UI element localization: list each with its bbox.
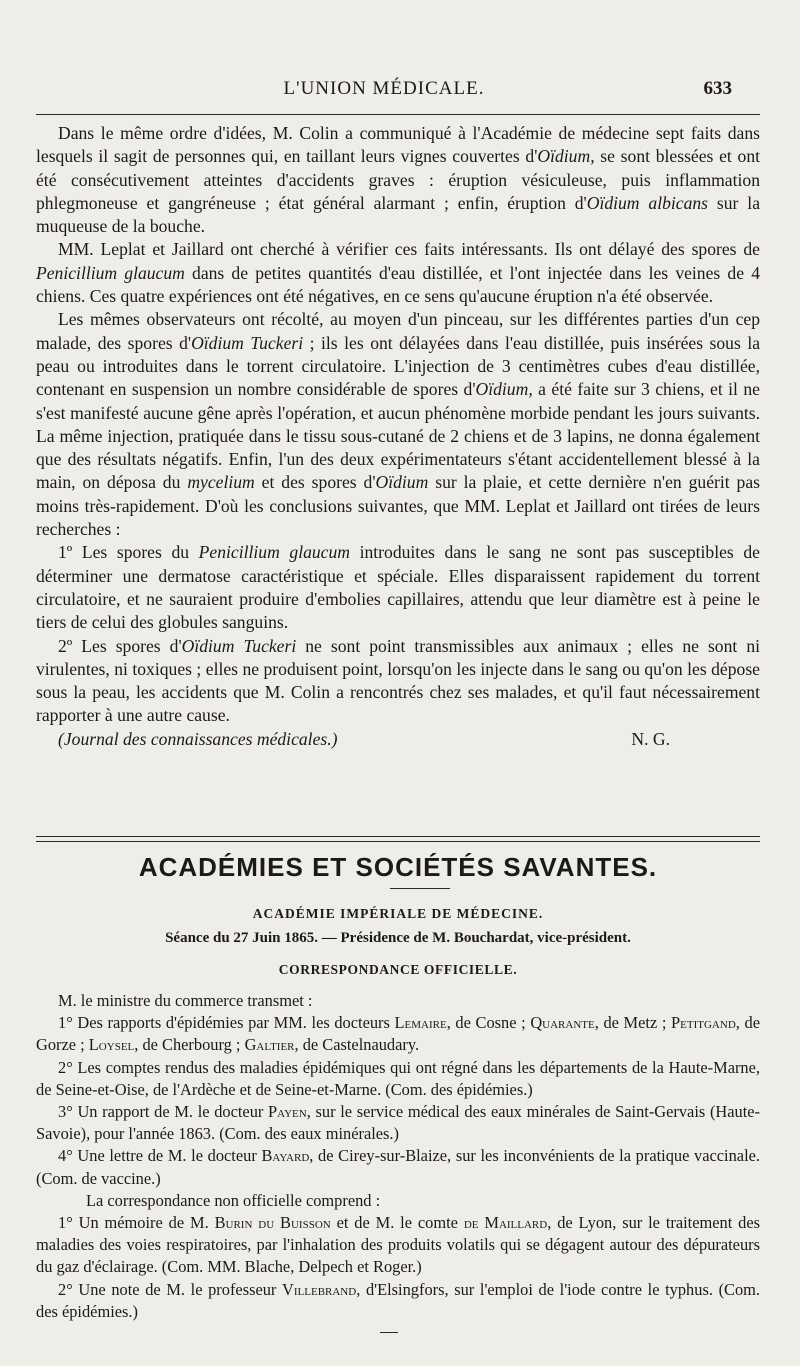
correspondence-intro: M. le ministre du commerce transmet : <box>58 991 313 1010</box>
nonofficial-item-1: 1° Un mémoire de M. Burin du Buisson et de M. le comte de Maillard, de Lyon, sur le traitement des maladies des voies respiratoires, par l'inhalation des produits volatils qui se dégagent autour des dépurateurs du gaz d'éclairage. (Com. MM. Blache, Delpech et Roger.) <box>36 1213 760 1277</box>
section-title: ACADÉMIES ET SOCIÉTÉS SAVANTES. <box>138 852 658 882</box>
correspondence-item-1: 1° Des rapports d'épidémies par MM. les docteurs Lemaire, de Cosne ; Quarante, de Metz ; Petitgand, de Gorze ; Loysel, de Cherbourg ; Galtier, de Castelnaudary. <box>36 1013 760 1055</box>
running-title: L'UNION MÉDICALE. <box>283 78 485 99</box>
conclusion-1: 1º Les spores du Penicillium glaucum introduites dans le sang ne sont pas susceptibles de déterminer une dermatose caractéristique et spéciale. Elles disparaissent rapidement du torrent circulatoire, et ne sauraient produire d'embolies capillaires, attendu que leur diamètre est à peine le tiers de celui des globules sanguins. <box>36 542 760 633</box>
correspondence-item-3: 3° Un rapport de M. le docteur Payen, sur le service médical des eaux minérales de Saint-Gervais (Haute-Savoie), pour l'année 1863. (Com. des eaux minérales.) <box>36 1102 760 1144</box>
header-rule <box>36 114 760 115</box>
paragraph-observations: Les mêmes observateurs ont récolté, au moyen d'un pinceau, sur les différentes parties d'un cep malade, des spores d'Oïdium Tuckeri ; ils les ont délayées dans l'eau distillée, puis insérées sous la peau ou introduites dans le torrent circulatoire. L'injection de 3 centimètres cubes d'eau distillée, contenant en suspension un nombre considérable de spores d'Oïdium, a été faite sur 3 chiens, et il ne s'est manifesté aucune gêne après l'opération, et aucun phénomène morbide pendant les jours suivants. La même injection, pratiquée dans le tissu sous-cutané de 2 chiens et de 3 lapins, ne donna également que des résultats négatifs. Enfin, l'un des deux expérimentateurs s'étant accidentellement blessé à la main, on déposa du mycelium et des spores d'Oïdium sur la plaie, et cette dernière n'en guérit pas moins très-rapidement. D'où les conclusions suivantes, que MM. Leplat et Jaillard ont tirées de leurs recherches : <box>36 309 761 540</box>
paragraph-leplat-jaillard: MM. Leplat et Jaillard ont cherché à vérifier ces faits intéressants. Ils ont délayé des spores de Penicillium glaucum dans de petites quantités d'eau distillée, et l'ont injectée dans les veines de 4 chiens. Ces quatre expériences ont été négatives, en ce sens qu'aucune éruption n'a été observée. <box>36 239 760 307</box>
section-divider <box>36 836 760 842</box>
source-citation: (Journal des connaissances médicales.) <box>58 728 338 749</box>
author-signature: N. G. <box>631 728 670 749</box>
title-underline <box>390 888 450 889</box>
correspondence-heading: CORRESPONDANCE OFFICIELLE. <box>278 962 518 977</box>
nonofficial-heading: La correspondance non officielle comprend : <box>86 1190 381 1210</box>
running-header <box>36 74 732 104</box>
page-number: 633 <box>703 78 732 99</box>
article-signoff <box>36 728 760 751</box>
article-body <box>36 122 760 751</box>
academy-heading: ACADÉMIE IMPÉRIALE DE MÉDECINE. <box>252 906 544 921</box>
end-dash <box>380 1332 398 1333</box>
correspondence-body <box>36 990 760 1323</box>
session-line: Séance du 27 Juin 1865. — Présidence de M. Bouchardat, vice-président. <box>165 930 631 946</box>
correspondence-item-2: 2° Les comptes rendus des maladies épidémiques qui ont régné dans les départements de la Haute-Marne, de Seine-et-Oise, de l'Ardèche et de Seine-et-Marne. (Com. des épidémies.) <box>36 1057 760 1099</box>
paragraph-colin: Dans le même ordre d'idées, M. Colin a communiqué à l'Académie de médecine sept faits dans lesquels il sagit de personnes qui, en taillant leurs vignes couvertes d'Oïdium, se sont blessées et ont été consécutivement atteintes d'accidents graves : éruption vésiculeuse, puis inflammation phlegmoneuse et gangréneuse ; état général alarmant ; enfin, éruption d'Oïdium albicans sur la muqueuse de la bouche. <box>36 123 760 237</box>
nonofficial-item-2: 2° Une note de M. le professeur Villebrand, d'Elsingfors, sur l'emploi de l'iode contre le typhus. (Com. des épidémies.) <box>36 1279 761 1321</box>
conclusion-2: 2º Les spores d'Oïdium Tuckeri ne sont point transmissibles aux animaux ; elles ne sont ni virulentes, ni toxiques ; elles ne produisent point, lorsqu'on les injecte dans le sang ou qu'on les dépose sous la peau, les accidents que M. Colin a rencontrés chez ses malades, et qu'il faut nécessairement rapporter à une autre cause. <box>36 635 760 726</box>
correspondence-item-4: 4° Une lettre de M. le docteur Bayard, de Cirey-sur-Blaize, sur les inconvénients de la pratique vaccinale. (Com. de vaccine.) <box>36 1146 761 1188</box>
